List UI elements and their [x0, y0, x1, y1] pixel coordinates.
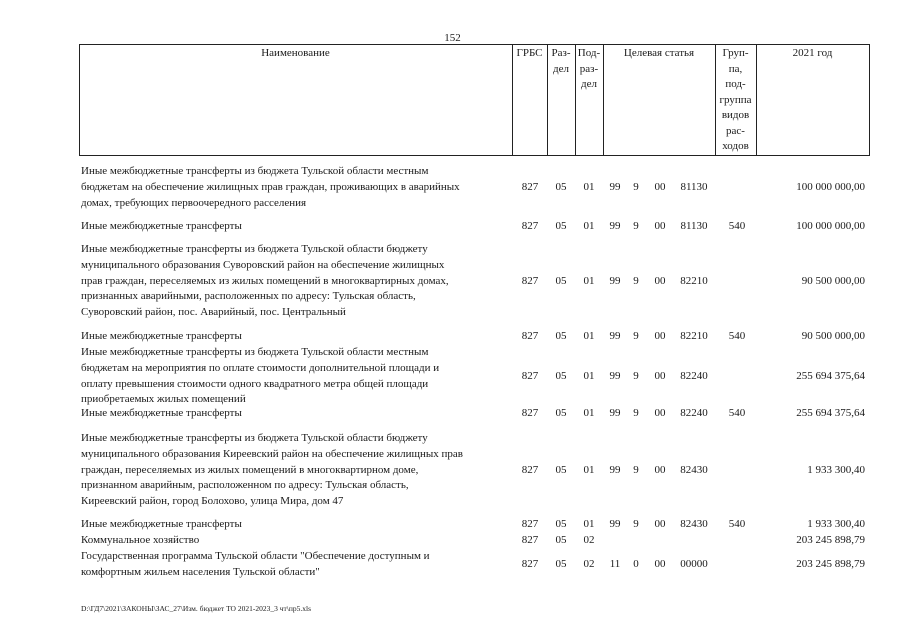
razdel: 05 — [555, 220, 567, 232]
razdel: 05 — [555, 181, 567, 193]
podrazdel: 01 — [583, 220, 595, 232]
podrazdel: 01 — [583, 330, 595, 342]
table-row — [0, 517, 905, 533]
page-number: 152 — [444, 32, 461, 44]
target-direction: 82210 — [680, 275, 708, 287]
target-event: 00 — [654, 464, 666, 476]
row-name: Иные межбюджетные трансферты из бюджета Тульской области бюджету муниципального образования Суворовский район на обеспечение жилищных прав граждан, переселяемых из жилых помещений в многоквартирных домах, признанных аварийными, расположенных по адресу: Тульская область, Суворовский район, пос. Аварийный, пос. Центральный — [81, 243, 449, 319]
header-name: Наименование — [261, 47, 330, 59]
target-subprogram: 9 — [633, 518, 639, 530]
target-subprogram: 9 — [633, 181, 639, 193]
row-name: Иные межбюджетные трансферты — [81, 220, 242, 232]
target-program: 99 — [609, 464, 621, 476]
target-subprogram: 9 — [633, 370, 639, 382]
podrazdel: 02 — [583, 558, 595, 570]
expense-group: 540 — [728, 330, 746, 342]
target-event: 00 — [654, 330, 666, 342]
target-program: 99 — [609, 370, 621, 382]
row-name: Иные межбюджетные трансферты — [81, 518, 242, 530]
amount: 255 694 375,64 — [796, 407, 865, 419]
razdel: 05 — [555, 330, 567, 342]
target-direction: 81130 — [680, 181, 708, 193]
target-direction: 82430 — [680, 518, 708, 530]
target-direction: 82430 — [680, 464, 708, 476]
target-event: 00 — [654, 275, 666, 287]
target-subprogram: 9 — [633, 275, 639, 287]
target-direction: 00000 — [680, 558, 708, 570]
target-event: 00 — [654, 370, 666, 382]
grbs: 827 — [521, 407, 539, 419]
podrazdel: 02 — [583, 534, 595, 546]
row-name: Иные межбюджетные трансферты — [81, 407, 242, 419]
target-subprogram: 9 — [633, 220, 639, 232]
target-subprogram: 9 — [633, 407, 639, 419]
target-subprogram: 9 — [633, 330, 639, 342]
file-path-footer: D:\ГД7\2021\ЗАКОНЫ\ЗАС_27\Изм. бюджет ТО 2021-2023_3 чт\пр5.xls — [81, 604, 311, 613]
table-header — [79, 44, 870, 156]
target-program: 99 — [609, 220, 621, 232]
target-event: 00 — [654, 407, 666, 419]
target-program: 99 — [609, 518, 621, 530]
target-program: 99 — [609, 275, 621, 287]
razdel: 05 — [555, 558, 567, 570]
razdel: 05 — [555, 370, 567, 382]
razdel: 05 — [555, 534, 567, 546]
expense-group: 540 — [728, 407, 746, 419]
amount: 100 000 000,00 — [796, 181, 865, 193]
podrazdel: 01 — [583, 370, 595, 382]
podrazdel: 01 — [583, 518, 595, 530]
target-event: 00 — [654, 181, 666, 193]
row-name: Коммунальное хозяйство — [81, 534, 200, 546]
table-row — [0, 549, 905, 581]
razdel: 05 — [555, 464, 567, 476]
grbs: 827 — [521, 181, 539, 193]
row-name: Иные межбюджетные трансферты из бюджета Тульской области местным бюджетам на мероприятия по оплате стоимости дополнительной площади и оплату превышения стоимости одного квадратного метра общей площади приобретаемых жилых помещений — [81, 346, 440, 406]
amount: 90 500 000,00 — [801, 275, 865, 287]
header-target-article: Целевая статья — [623, 47, 695, 59]
amount: 100 000 000,00 — [796, 220, 865, 232]
amount: 1 933 300,40 — [807, 518, 865, 530]
grbs: 827 — [521, 534, 539, 546]
amount: 203 245 898,79 — [796, 534, 865, 546]
target-program: 99 — [609, 181, 621, 193]
amount: 203 245 898,79 — [796, 558, 865, 570]
expense-group: 540 — [728, 518, 746, 530]
podrazdel: 01 — [583, 181, 595, 193]
table-row — [0, 242, 905, 322]
target-direction: 81130 — [680, 220, 708, 232]
target-event: 00 — [654, 558, 666, 570]
table-row — [0, 533, 905, 549]
table-row — [0, 219, 905, 235]
grbs: 827 — [521, 464, 539, 476]
target-subprogram: 9 — [633, 464, 639, 476]
podrazdel: 01 — [583, 275, 595, 287]
row-name: Государственная программа Тульской области "Обеспечение доступным и комфортным жильем населения Тульской области" — [81, 550, 430, 578]
razdel: 05 — [555, 275, 567, 287]
table-row — [0, 431, 905, 511]
header-grbs: ГРБС — [516, 47, 543, 59]
grbs: 827 — [521, 518, 539, 530]
expense-group: 540 — [728, 220, 746, 232]
grbs: 827 — [521, 220, 539, 232]
podrazdel: 01 — [583, 407, 595, 419]
row-name: Иные межбюджетные трансферты из бюджета Тульской области местным бюджетам на обеспечение жилищных прав граждан, проживающих в аварийных домах, требующих первоочередного расселения — [81, 165, 460, 209]
header-razdel: Раз- дел — [551, 47, 571, 75]
grbs: 827 — [521, 370, 539, 382]
table-row — [0, 164, 905, 212]
target-event: 00 — [654, 518, 666, 530]
table-row — [0, 345, 905, 409]
target-direction: 82210 — [680, 330, 708, 342]
row-name: Иные межбюджетные трансферты — [81, 330, 242, 342]
table-row — [0, 406, 905, 422]
target-subprogram: 0 — [633, 558, 639, 570]
header-podrazdel: Под- раз- дел — [577, 47, 601, 90]
grbs: 827 — [521, 330, 539, 342]
target-program: 11 — [609, 558, 621, 570]
amount: 1 933 300,40 — [807, 464, 865, 476]
amount: 90 500 000,00 — [801, 330, 865, 342]
target-event: 00 — [654, 220, 666, 232]
grbs: 827 — [521, 558, 539, 570]
header-expense-group: Груп- па, под- группа видов рас- ходов — [719, 47, 752, 152]
grbs: 827 — [521, 275, 539, 287]
row-name: Иные межбюджетные трансферты из бюджета Тульской области бюджету муниципального образования Киреевский район на обеспечение жилищных прав граждан, переселяемых из жилых помещений в многоквартирном доме, признанном аварийным, расположенном по адресу: Тульская область, Киреевский район, город Болохово, улица Мира, дом 47 — [81, 432, 463, 508]
table-row — [0, 329, 905, 345]
target-program: 99 — [609, 330, 621, 342]
razdel: 05 — [555, 407, 567, 419]
target-direction: 82240 — [680, 370, 708, 382]
podrazdel: 01 — [583, 464, 595, 476]
header-year: 2021 год — [792, 47, 833, 59]
target-direction: 82240 — [680, 407, 708, 419]
razdel: 05 — [555, 518, 567, 530]
target-program: 99 — [609, 407, 621, 419]
amount: 255 694 375,64 — [796, 370, 865, 382]
